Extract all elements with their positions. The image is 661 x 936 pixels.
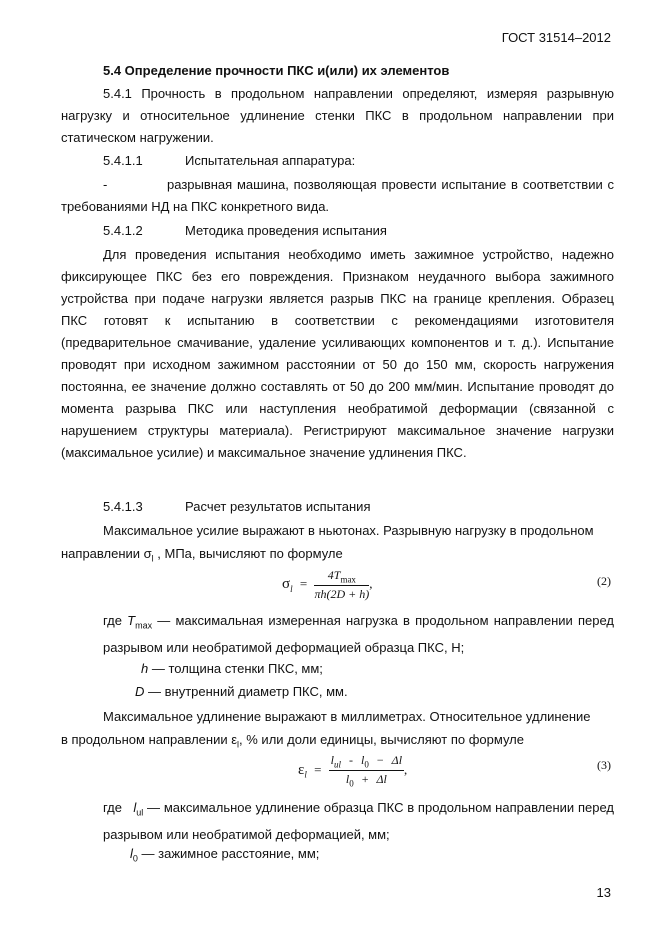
where-d-symbol: D <box>135 684 145 699</box>
calc-intro-line-2 <box>61 543 614 570</box>
calc-intro-text: направлении σ <box>61 546 152 561</box>
method-paragraph: Для проведения испытания необходимо иметь зажимное устройство, надежно фиксирующее ПКС без его повреждения. Признаком неудачного выбора зажимного устройства при подаче нагрузки является разрыв ПКС на границе крепления. Образец ПКС готовят к испытанию в соответствии с рекомендациями изготовителя (предварительное смачивание, удаление усиливающих компонентов и т. д.). Испытание проводят при исходном зажимном расстоянии от 50 до 150 мм, скорость нагружения постоянна, ее значение должно составлять от 50 до 200 мм/мин. Испытание проводят до момента разрыва ПКС или наступления необратимой деформации (связанной с нарушением структуры материала). Регистрируют максимальное значение нагрузки (максимальное усилие) и максимальное значение удлинения ПКС. <box>61 247 614 460</box>
formula-2-lhs: σ <box>282 576 291 593</box>
subsection-number: 5.4.1.2 <box>103 223 143 238</box>
list-dash: - <box>103 177 108 192</box>
page-number: 13 <box>596 885 611 900</box>
formula-3-den-a: l <box>345 772 350 787</box>
formula-3-num-c: Δl <box>391 753 403 767</box>
formula-2: $\sigma_l$ = $\frac{4T_{max}}{\pi h(2D + h)}$ , <box>282 568 373 602</box>
where-symbol-sub: max <box>135 620 153 631</box>
subsection-5-4-1-3 <box>103 496 656 518</box>
subsection-title: Испытательная аппаратура: <box>185 153 356 168</box>
formula-3-den-a-sub: 0 <box>349 778 354 789</box>
list-item-text: разрывная машина, позволяющая провести испытание в соответствии с требованиями НД на ПКС конкретного вида. <box>61 177 614 214</box>
elongation-sub: l <box>237 739 240 750</box>
where-l0-text: — зажимное расстояние, мм; <box>137 846 320 861</box>
where3-symbol-sub: ul <box>136 807 144 818</box>
where-lul-line <box>103 797 614 846</box>
where-text: — максимальная измеренная нагрузка в продольном направлении перед разрывом или необратимой деформацией образца ПКС, Н; <box>103 613 614 655</box>
formula-2-lhs-sub: l <box>290 583 293 594</box>
formula-3-num-op2: − <box>376 753 384 767</box>
standard-number: ГОСТ 31514–2012 <box>501 30 611 45</box>
where3-symbol: l <box>133 800 137 815</box>
subsection-number: 5.4.1.3 <box>103 499 143 514</box>
where-h-symbol: h <box>141 661 149 676</box>
formula-2-numerator: 4T <box>327 568 341 582</box>
formula-3-den-op: + <box>361 772 369 787</box>
elongation-text: в продольном направлении ε <box>61 732 238 747</box>
formula-3-den-b: Δl <box>376 772 387 787</box>
subsection-title: Расчет результатов испытания <box>185 499 371 514</box>
where-l0 <box>130 843 614 870</box>
formula-3-fraction <box>329 753 404 789</box>
formula-3: $\varepsilon_l$ = $\frac{l_{ul} - l_0 - \Delta l}{l_0 + \Delta l}$ , <box>298 753 408 789</box>
formula-3-num-a-sub: ul <box>334 759 342 770</box>
formula-2-denominator: πh(2D + h) <box>314 587 370 602</box>
formula-3-num-b: l <box>361 753 365 767</box>
formula-2-number: (2) <box>597 574 611 588</box>
subsection-title: Методика проведения испытания <box>185 223 387 238</box>
formula-3-number: (3) <box>597 758 611 772</box>
where-symbol: T <box>127 613 136 628</box>
formula-3-lhs: ε <box>298 761 305 778</box>
formula-3-lhs-sub: l <box>304 769 307 780</box>
where3-lead: где <box>103 800 122 815</box>
where-l0-symbol: l <box>130 846 133 861</box>
subsection-5-4-1-1 <box>103 150 656 172</box>
where-h <box>141 658 614 680</box>
calc-intro-tail: , МПа, вычисляют по формуле <box>153 546 343 561</box>
formula-2-numerator-sub: max <box>340 574 356 585</box>
subsection-5-4-1-2 <box>103 220 656 242</box>
elongation-line-2 <box>61 729 614 756</box>
where-h-text: — толщина стенки ПКС, мм; <box>148 661 323 676</box>
formula-3-num-op: - <box>349 753 354 767</box>
calc-intro-sub: l <box>151 553 154 564</box>
where-d-text: — внутренний диаметр ПКС, мм. <box>144 684 348 699</box>
where3-text: — максимальное удлинение образца ПКС в продольном направлении перед разрывом или необратимой деформацией, мм; <box>103 800 615 842</box>
paragraph-5-4-1: 5.4.1 Прочность в продольном направлении определяют, измеряя разрывную нагрузку и относительное удлинение стенки ПКС в продольном направлении при статическом нагружении. <box>61 86 614 145</box>
where-d <box>135 681 614 703</box>
where-tmax <box>103 610 614 659</box>
calc-intro-line-1: Максимальное усилие выражают в ньютонах. Разрывную нагрузку в продольном <box>103 523 594 538</box>
formula-2-fraction <box>314 568 369 602</box>
elongation-line-1: Максимальное удлинение выражают в миллиметрах. Относительное удлинение <box>103 709 591 724</box>
formula-3-num-b-sub: 0 <box>364 759 369 770</box>
formula-3-num-a: l <box>330 753 335 767</box>
subsection-number: 5.4.1.1 <box>103 153 143 168</box>
where-lead: где <box>103 613 128 628</box>
elongation-tail: , % или доли единицы, вычисляют по формуле <box>239 732 524 747</box>
section-title: 5.4 Определение прочности ПКС и(или) их элементов <box>103 63 450 78</box>
where-l0-sub: 0 <box>132 853 138 864</box>
list-item <box>61 174 614 218</box>
